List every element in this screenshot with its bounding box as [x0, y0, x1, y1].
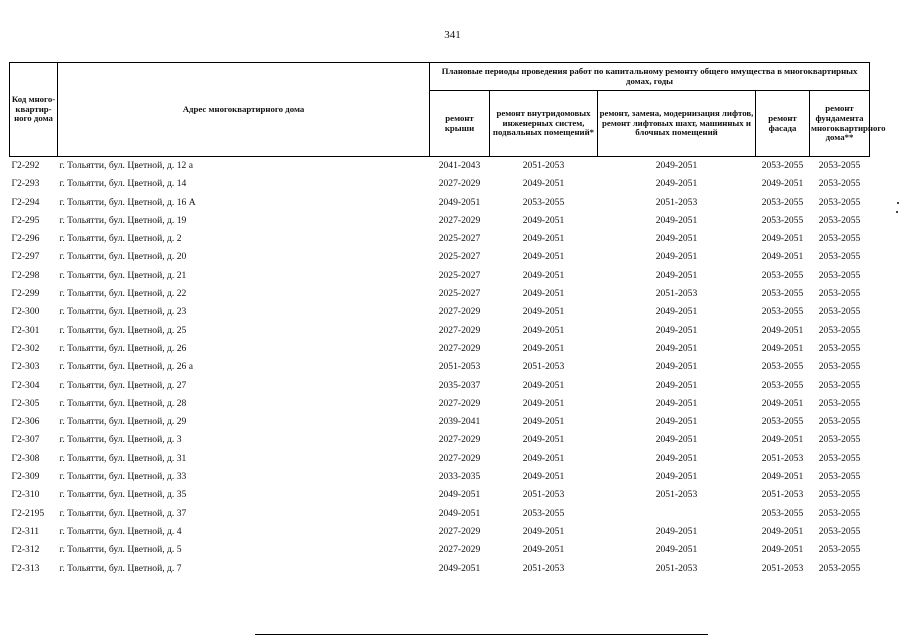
- cell-code: Г2-305: [11, 397, 40, 409]
- cell-elevators: 2051-2053: [655, 196, 698, 208]
- cell-code: Г2-294: [11, 196, 40, 208]
- cell-foundation: 2053-2055: [818, 562, 861, 574]
- cell-roof: 2027-2029: [438, 342, 481, 354]
- cell-address: г. Тольятти, бул. Цветной, д. 5: [59, 544, 182, 556]
- cell-facade: 2053-2055: [761, 196, 804, 208]
- cell-address: г. Тольятти, бул. Цветной, д. 20: [59, 251, 187, 263]
- bottom-rule: [255, 634, 708, 635]
- cell-elevators: 2049-2051: [655, 306, 698, 318]
- cell-foundation: 2053-2055: [818, 178, 861, 190]
- cell-foundation: 2053-2055: [818, 452, 861, 464]
- cell-facade: 2053-2055: [761, 416, 804, 428]
- table-row: [10, 431, 870, 449]
- cell-address: г. Тольятти, бул. Цветной, д. 19: [59, 214, 187, 226]
- cell-roof: 2025-2027: [438, 269, 481, 281]
- cell-address: г. Тольятти, бул. Цветной, д. 14: [59, 178, 187, 190]
- cell-foundation: 2053-2055: [818, 416, 861, 428]
- cell-systems: 2051-2053: [522, 160, 565, 171]
- cell-systems: 2049-2051: [522, 434, 565, 446]
- cell-foundation: 2053-2055: [818, 324, 861, 336]
- header-address: Адрес многоквартирного дома: [58, 63, 430, 157]
- cell-foundation: 2053-2055: [818, 471, 861, 483]
- scan-speck: [897, 202, 899, 204]
- cell-systems: 2053-2055: [522, 196, 565, 208]
- cell-address: г. Тольятти, бул. Цветной, д. 4: [59, 525, 182, 537]
- cell-roof: 2049-2051: [438, 489, 481, 501]
- cell-address: г. Тольятти, бул. Цветной, д. 35: [59, 489, 187, 501]
- cell-facade: 2053-2055: [761, 269, 804, 281]
- cell-roof: 2033-2035: [438, 471, 481, 483]
- table-row: [10, 395, 870, 413]
- cell-foundation: 2053-2055: [818, 269, 861, 281]
- cell-facade: 2053-2055: [761, 379, 804, 391]
- table-row: [10, 157, 870, 176]
- cell-systems: 2049-2051: [522, 525, 565, 537]
- header-foundation: ремонт фундамента многоквартирного дома**: [810, 91, 870, 157]
- cell-code: Г2-312: [11, 544, 40, 556]
- table-row: [10, 358, 870, 376]
- cell-foundation: 2053-2055: [818, 525, 861, 537]
- table-header: [10, 63, 886, 157]
- cell-address: г. Тольятти, бул. Цветной, д. 23: [59, 306, 187, 318]
- scan-speck: [896, 211, 898, 213]
- table-row: [10, 267, 870, 285]
- cell-facade: 2053-2055: [761, 160, 804, 171]
- cell-elevators: 2049-2051: [655, 471, 698, 483]
- cell-elevators: 2049-2051: [655, 544, 698, 556]
- cell-facade: 2049-2051: [761, 544, 804, 556]
- cell-foundation: 2053-2055: [818, 379, 861, 391]
- cell-address: г. Тольятти, бул. Цветной, д. 21: [59, 269, 187, 281]
- header-facade: ремонт фасада: [756, 91, 810, 157]
- cell-address: г. Тольятти, бул. Цветной, д. 7: [59, 562, 182, 574]
- cell-address: г. Тольятти, бул. Цветной, д. 31: [59, 452, 187, 464]
- cell-systems: 2051-2053: [522, 489, 565, 501]
- cell-foundation: 2053-2055: [818, 251, 861, 263]
- cell-facade: 2049-2051: [761, 251, 804, 263]
- cell-systems: 2053-2055: [522, 507, 565, 519]
- cell-roof: 2025-2027: [438, 233, 481, 245]
- cell-facade: 2049-2051: [761, 324, 804, 336]
- cell-elevators: 2049-2051: [655, 416, 698, 428]
- cell-code: Г2-310: [11, 489, 40, 501]
- cell-roof: 2027-2029: [438, 452, 481, 464]
- cell-facade: 2051-2053: [761, 562, 804, 574]
- cell-systems: 2049-2051: [522, 233, 565, 245]
- cell-systems: 2049-2051: [522, 306, 565, 318]
- cell-address: г. Тольятти, бул. Цветной, д. 2: [59, 233, 182, 245]
- cell-systems: 2049-2051: [522, 471, 565, 483]
- cell-address: г. Тольятти, бул. Цветной, д. 22: [59, 288, 187, 300]
- cell-systems: 2049-2051: [522, 397, 565, 409]
- cell-code: Г2-299: [11, 288, 40, 300]
- cell-address: г. Тольятти, бул. Цветной, д. 33: [59, 471, 187, 483]
- cell-facade: 2051-2053: [761, 489, 804, 501]
- cell-foundation: 2053-2055: [818, 544, 861, 556]
- cell-foundation: 2053-2055: [818, 397, 861, 409]
- cell-facade: 2053-2055: [761, 507, 804, 519]
- cell-address: г. Тольятти, бул. Цветной, д. 37: [59, 507, 187, 519]
- cell-elevators: 2051-2053: [655, 562, 698, 574]
- cell-systems: 2051-2053: [522, 562, 565, 574]
- cell-facade: 2049-2051: [761, 178, 804, 190]
- cell-facade: 2053-2055: [761, 306, 804, 318]
- table-row: [10, 505, 870, 523]
- cell-elevators: 2049-2051: [655, 233, 698, 245]
- cell-elevators: 2049-2051: [655, 324, 698, 336]
- cell-systems: 2049-2051: [522, 452, 565, 464]
- cell-roof: 2051-2053: [438, 361, 481, 373]
- capital-repair-schedule-table: [9, 62, 886, 578]
- cell-address: г. Тольятти, бул. Цветной, д. 26 а: [59, 361, 193, 373]
- cell-foundation: 2053-2055: [818, 507, 861, 519]
- cell-systems: 2049-2051: [522, 288, 565, 300]
- cell-elevators: 2051-2053: [655, 489, 698, 501]
- cell-foundation: 2053-2055: [818, 306, 861, 318]
- cell-elevators: 2049-2051: [655, 525, 698, 537]
- cell-roof: 2049-2051: [438, 562, 481, 574]
- cell-systems: 2049-2051: [522, 178, 565, 190]
- cell-roof: 2049-2051: [438, 196, 481, 208]
- cell-elevators: 2049-2051: [655, 178, 698, 190]
- table-row: [10, 194, 870, 212]
- cell-facade: 2049-2051: [761, 397, 804, 409]
- cell-systems: 2049-2051: [522, 416, 565, 428]
- cell-facade: 2049-2051: [761, 342, 804, 354]
- cell-facade: 2049-2051: [761, 434, 804, 446]
- cell-code: Г2-300: [11, 306, 40, 318]
- cell-facade: 2053-2055: [761, 361, 804, 373]
- table-row: [10, 230, 870, 248]
- cell-elevators: 2049-2051: [655, 342, 698, 354]
- cell-address: г. Тольятти, бул. Цветной, д. 16 А: [59, 196, 196, 208]
- table-row: [10, 322, 870, 340]
- cell-roof: 2025-2027: [438, 288, 481, 300]
- cell-code: Г2-306: [11, 416, 40, 428]
- page-number: 341: [444, 29, 461, 41]
- cell-systems: 2049-2051: [522, 342, 565, 354]
- cell-elevators: 2049-2051: [655, 251, 698, 263]
- table-body: [10, 157, 870, 578]
- cell-address: г. Тольятти, бул. Цветной, д. 27: [59, 379, 187, 391]
- cell-elevators: [598, 505, 756, 523]
- header-roof: ремонт крыши: [430, 91, 490, 157]
- cell-elevators: 2049-2051: [655, 397, 698, 409]
- cell-roof: 2049-2051: [438, 507, 481, 519]
- table-row: [10, 175, 870, 193]
- cell-facade: 2053-2055: [761, 214, 804, 226]
- table-row: [10, 248, 870, 266]
- cell-address: г. Тольятти, бул. Цветной, д. 29: [59, 416, 187, 428]
- cell-systems: 2049-2051: [522, 269, 565, 281]
- table-row: [10, 468, 870, 486]
- cell-roof: 2027-2029: [438, 178, 481, 190]
- cell-roof: 2027-2029: [438, 214, 481, 226]
- cell-code: Г2-293: [11, 178, 40, 190]
- cell-roof: 2027-2029: [438, 434, 481, 446]
- cell-roof: 2027-2029: [438, 397, 481, 409]
- cell-code: Г2-313: [11, 562, 40, 574]
- cell-code: Г2-304: [11, 379, 40, 391]
- cell-facade: 2049-2051: [761, 471, 804, 483]
- cell-foundation: 2053-2055: [818, 361, 861, 373]
- cell-address: г. Тольятти, бул. Цветной, д. 3: [59, 434, 182, 446]
- cell-code: Г2-297: [11, 251, 40, 263]
- cell-elevators: 2049-2051: [655, 160, 698, 171]
- cell-code: Г2-302: [11, 342, 40, 354]
- cell-foundation: 2053-2055: [818, 342, 861, 354]
- cell-roof: 2041-2043: [438, 160, 481, 171]
- cell-elevators: 2049-2051: [655, 214, 698, 226]
- cell-systems: 2049-2051: [522, 251, 565, 263]
- header-code: Код много-квартир-ного дома: [10, 63, 58, 157]
- cell-code: Г2-303: [11, 361, 40, 373]
- cell-foundation: 2053-2055: [818, 489, 861, 501]
- cell-code: Г2-311: [11, 525, 40, 537]
- cell-code: Г2-2195: [11, 507, 45, 519]
- cell-roof: 2025-2027: [438, 251, 481, 263]
- cell-roof: 2027-2029: [438, 306, 481, 318]
- cell-systems: 2051-2053: [522, 361, 565, 373]
- cell-foundation: 2053-2055: [818, 214, 861, 226]
- cell-code: Г2-309: [11, 471, 40, 483]
- cell-foundation: 2053-2055: [818, 434, 861, 446]
- table-row: [10, 303, 870, 321]
- table-row: [10, 486, 870, 504]
- table-row: [10, 212, 870, 230]
- cell-systems: 2049-2051: [522, 544, 565, 556]
- cell-roof: 2039-2041: [438, 416, 481, 428]
- cell-address: г. Тольятти, бул. Цветной, д. 12 а: [59, 160, 193, 171]
- cell-roof: 2027-2029: [438, 544, 481, 556]
- cell-elevators: 2049-2051: [655, 452, 698, 464]
- cell-code: Г2-298: [11, 269, 40, 281]
- table-row: [10, 541, 870, 559]
- cell-foundation: 2053-2055: [818, 160, 861, 171]
- header-elevators: ремонт, замена, модернизация лифтов, ремонт лифтовых шахт, машинных и блочных помещений: [598, 91, 756, 157]
- cell-roof: 2027-2029: [438, 525, 481, 537]
- cell-foundation: 2053-2055: [818, 196, 861, 208]
- cell-address: г. Тольятти, бул. Цветной, д. 26: [59, 342, 187, 354]
- cell-elevators: 2051-2053: [655, 288, 698, 300]
- cell-facade: 2053-2055: [761, 288, 804, 300]
- cell-code: Г2-292: [11, 160, 40, 171]
- cell-address: г. Тольятти, бул. Цветной, д. 28: [59, 397, 187, 409]
- table-row: [10, 413, 870, 431]
- table-row: [10, 523, 870, 541]
- cell-foundation: 2053-2055: [818, 288, 861, 300]
- cell-code: Г2-307: [11, 434, 40, 446]
- cell-elevators: 2049-2051: [655, 361, 698, 373]
- cell-systems: 2049-2051: [522, 379, 565, 391]
- cell-facade: 2049-2051: [761, 525, 804, 537]
- cell-elevators: 2049-2051: [655, 379, 698, 391]
- cell-elevators: 2049-2051: [655, 269, 698, 281]
- cell-code: Г2-295: [11, 214, 40, 226]
- cell-facade: 2051-2053: [761, 452, 804, 464]
- header-engineering-systems: ремонт внутридомовых инженерных систем, подвальных помещений*: [490, 91, 598, 157]
- table-row: [10, 285, 870, 303]
- table-row: [10, 377, 870, 395]
- cell-code: Г2-308: [11, 452, 40, 464]
- table-row: [10, 450, 870, 468]
- cell-elevators: 2049-2051: [655, 434, 698, 446]
- cell-facade: 2049-2051: [761, 233, 804, 245]
- cell-systems: 2049-2051: [522, 324, 565, 336]
- table-row: [10, 340, 870, 358]
- cell-systems: 2049-2051: [522, 214, 565, 226]
- cell-code: Г2-296: [11, 233, 40, 245]
- cell-foundation: 2053-2055: [818, 233, 861, 245]
- header-planned-periods: Плановые периоды проведения работ по капитальному ремонту общего имущества в многоквартирных домах, годы: [430, 63, 870, 91]
- cell-address: г. Тольятти, бул. Цветной, д. 25: [59, 324, 187, 336]
- cell-code: Г2-301: [11, 324, 40, 336]
- cell-roof: 2035-2037: [438, 379, 481, 391]
- table-row: [10, 560, 870, 578]
- cell-roof: 2027-2029: [438, 324, 481, 336]
